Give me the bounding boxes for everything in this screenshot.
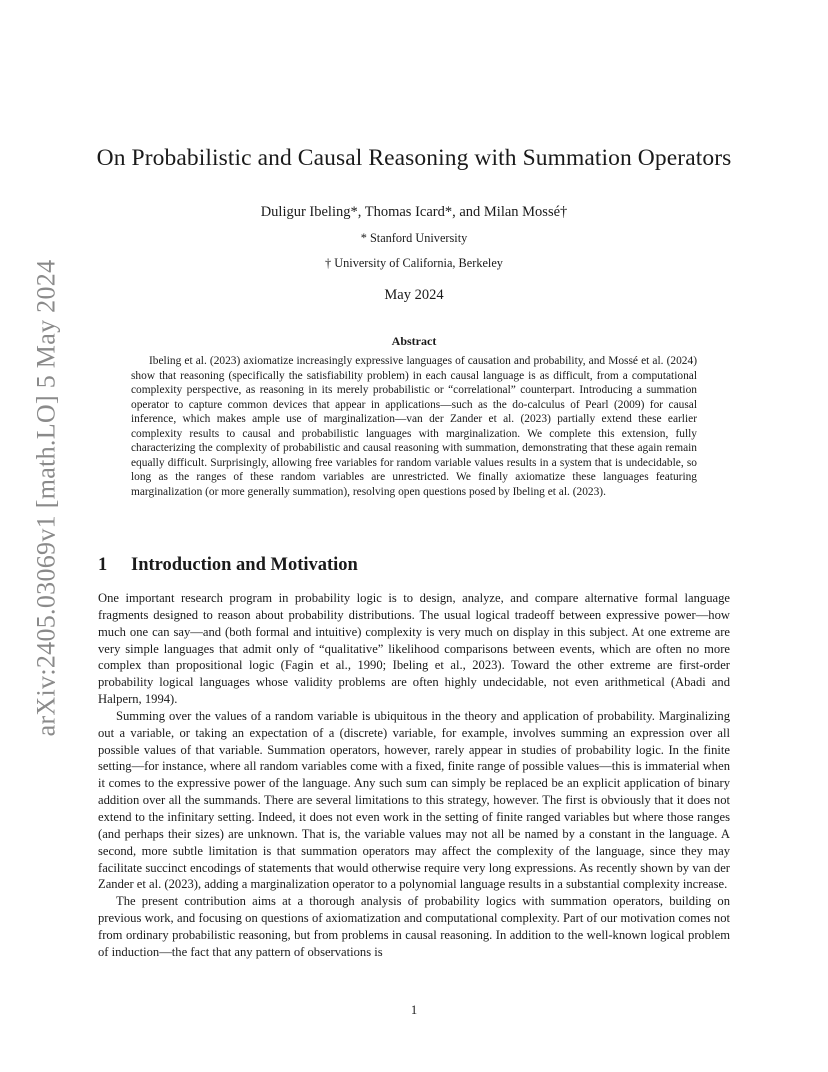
page-number: 1 (410, 1003, 418, 1017)
abstract-text: Ibeling et al. (2023) axiomatize increasingly expressive languages of causation and probability, and Mossé et al. (2024) show that reasoning (specifically the satisfiability problem) in each causal language is as difficult, from a computational complexity perspective, as reasoning in its merely probabilistic or “correlational” counterpart. Introducing a summation operator to capture common devices that appear in applications—such as the do-calculus of Pearl (2009) for causal inference, which makes ample use of marginalization—van der Zander et al. (2023) partially extend these earlier complexity results to causal and probabilistic languages with marginalization. We complete this extension, fully characterizing the complexity of probabilistic and causal reasoning with summation, demonstrating that these again remain equally difficult. Surprisingly, allowing free variables for random variable values results in a system that is undecidable, so long as the ranges of these random variables are unrestricted. We finally axiomatize these languages featuring marginalization (or more generally summation), resolving open questions posed by Ibeling et al. (2023). (131, 355, 697, 498)
arxiv-sidebar-stamp (26, 248, 66, 748)
author-list: Duligur Ibeling*, Thomas Icard*, and Milan Mossé† (260, 204, 568, 220)
paragraph: One important research program in probability logic is to design, analyze, and compare alternative formal language fragments designed to reason about probability distributions. The usual logical tradeoff between expressive power—how much one can say—and (both formal and intuitive) complexity is very much on display in this subject. At one extreme are very simple languages that admit only of “qualitative” likelihood comparisons between events, which are often no more complex than propositional logic (Fagin et al., 1990; Ibeling et al., 2023). Toward the other extreme are first-order probability logical languages whose validity problems are often highly undecidable, not even arithmetical (Abadi and Halpern, 1994). (98, 591, 730, 707)
section-body (98, 590, 730, 961)
paper-title: On Probabilistic and Causal Reasoning with Summation Operators (96, 145, 732, 171)
affiliation-stanford: * Stanford University (360, 231, 468, 245)
paragraph: The present contribution aims at a thorough analysis of probability logics with summation operators, building on previous work, and focusing on questions of axiomatization and computational complexity. Part of our motivation comes not from ordinary probabilistic reasoning, but from problems in causal reasoning. In addition to the well-known logical problem of induction—the fact that any pattern of observations is (98, 894, 730, 959)
affiliation-berkeley: † University of California, Berkeley (325, 256, 503, 270)
section-number: 1 (98, 555, 108, 575)
section-heading (98, 555, 358, 576)
abstract-heading: Abstract (391, 334, 437, 348)
section-title: Introduction and Motivation (131, 555, 358, 575)
paragraph: Summing over the values of a random variable is ubiquitous in the theory and application of probability. Marginalizing out a variable, or taking an expectation of a (discrete) variable, for example, involves summing an expression over all possible values of that variable. Summation operators, however, rarely appear in studies of probability logic. In the finite setting—for instance, where all random variables come with a fixed, finite range of possible values—this is immaterial when it comes to the expressive power of the language. Any such sum can simply be replaced be an explicit application of binary addition over all the summands. There are several limitations to this strategy, however. The first is obviously that it does not extend to the infinitary setting. Indeed, it does not even work in the setting of finite ranged variables but where those ranges (and perhaps their sizes) are unknown. That is, the variable values may not all be named by a constant in the language. A second, more subtle limitation is that summation operators may affect the complexity of the language, since they may facilitate succinct encodings of statements that would otherwise require very long expressions. As recently shown by van der Zander et al. (2023), adding a marginalization operator to a polynomial language results in a substantial complexity increase. (98, 708, 730, 892)
paper-date: May 2024 (384, 287, 444, 303)
arxiv-identifier: arXiv:2405.03069v1 [math.LO] 5 May 2024 (31, 259, 60, 737)
